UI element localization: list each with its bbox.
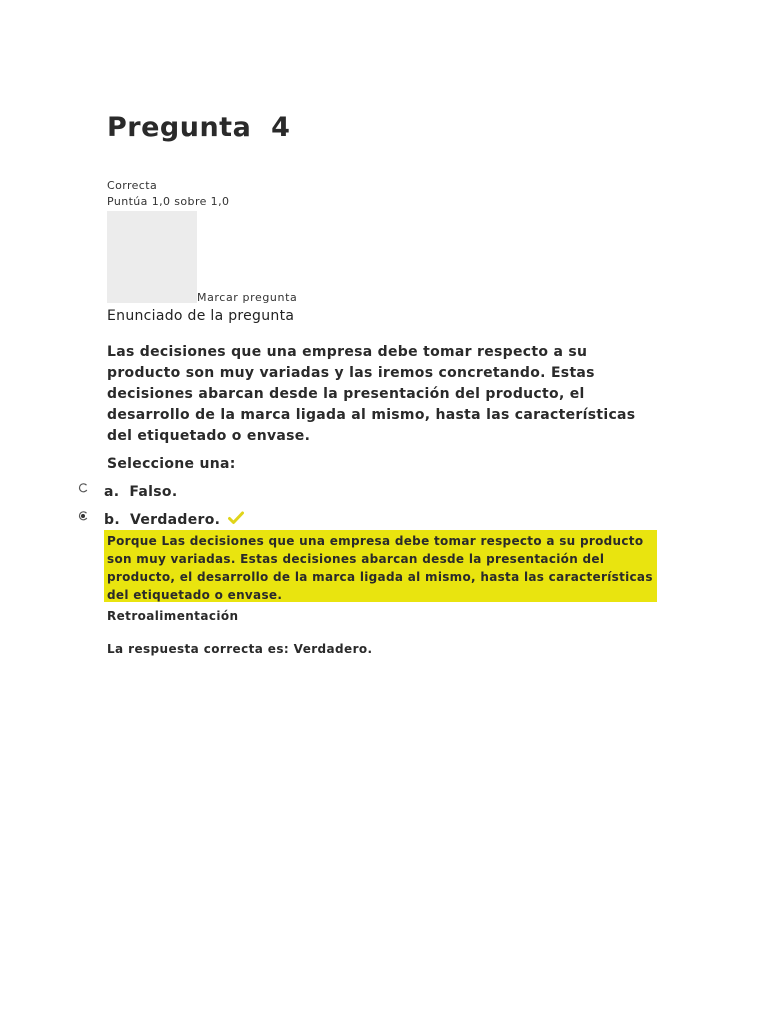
option-letter: b. bbox=[104, 512, 120, 528]
flag-icon-placeholder[interactable] bbox=[107, 211, 197, 303]
question-state: Correcta bbox=[107, 179, 158, 192]
check-icon bbox=[228, 511, 244, 525]
radio-unselected-icon[interactable] bbox=[78, 483, 88, 493]
question-grade: Puntúa 1,0 sobre 1,0 bbox=[107, 195, 230, 208]
right-answer: La respuesta correcta es: Verdadero. bbox=[107, 642, 373, 656]
flag-question-link[interactable]: Marcar pregunta bbox=[197, 291, 298, 304]
answer-option-b[interactable] bbox=[78, 509, 244, 531]
specific-feedback: Porque Las decisiones que una empresa debe tomar respecto a su producto son muy variadas. Estas decisiones abarcan desde la presentación del producto, el desarrollo de la marca ligada al mismo, hasta las características del etiquetado o envase. bbox=[104, 530, 657, 602]
answer-prompt: Seleccione una: bbox=[107, 456, 236, 472]
general-feedback-heading: Retroalimentación bbox=[107, 609, 239, 623]
question-title: Pregunta 4 bbox=[107, 112, 291, 143]
question-text-heading: Enunciado de la pregunta bbox=[107, 308, 295, 324]
option-label: Verdadero. bbox=[129, 512, 221, 528]
radio-selected-icon[interactable] bbox=[78, 511, 88, 521]
option-letter: a. bbox=[104, 484, 120, 500]
question-text: Las decisiones que una empresa debe tomar respecto a su producto son muy variadas y las iremos concretando. Estas decisiones abarcan desde la presentación del producto, el desarrollo de la marca ligada al mismo, hasta las características del etiquetado o envase. bbox=[107, 344, 636, 444]
option-label: Falso. bbox=[129, 484, 178, 500]
answer-option-a[interactable] bbox=[78, 481, 177, 503]
